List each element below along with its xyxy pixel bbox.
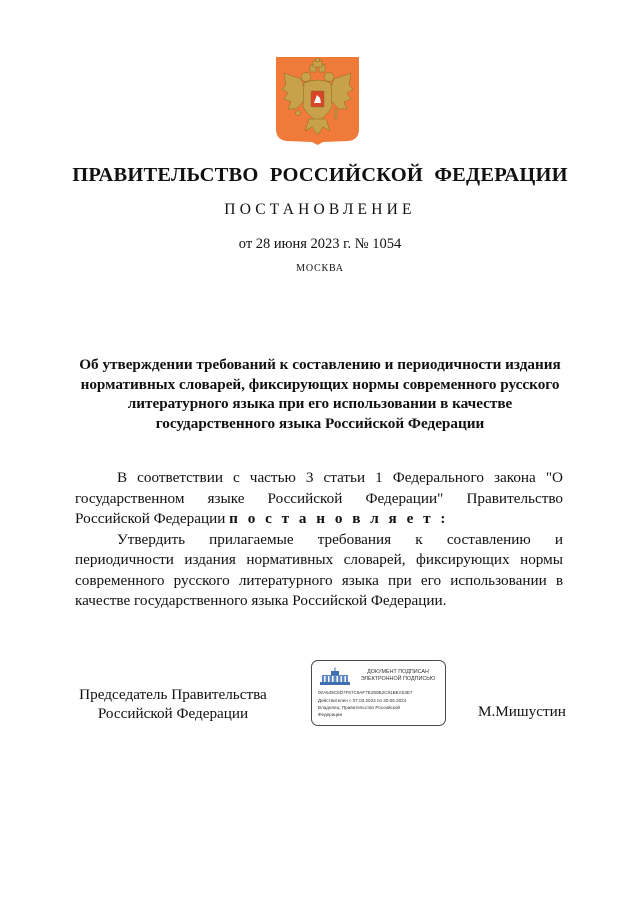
document-subject	[70, 355, 570, 433]
subject-line: Об утверждении требований к составлению и периодичности издания	[79, 356, 561, 373]
document-body	[75, 468, 563, 612]
signatory-position-line: Российской Федерации	[97, 705, 249, 722]
document-type: ПОСТАНОВЛЕНИЕ	[224, 201, 416, 218]
resolves-keyword: п о с т а н о в л я е т :	[229, 510, 449, 527]
electronic-signature-stamp	[311, 660, 446, 726]
document-date-number: от 28 июня 2023 г. № 1054	[238, 236, 402, 252]
russian-coat-of-arms-icon	[276, 57, 359, 145]
stamp-title-line: ДОКУМЕНТ ПОДПИСАН	[367, 669, 429, 675]
stamp-owner: Владелец: Правительство Российской	[318, 705, 400, 710]
signatory-position	[78, 685, 268, 723]
subject-line: нормативных словарей, фиксирующих нормы современного русского	[80, 375, 560, 393]
body-paragraph-1-text: В соответствии с частью 3 статьи 1 Федерального закона "О государственном языке Российской Федерации" Правительство Российской Федерации	[75, 469, 563, 527]
signatory-name: М.Мишустин	[478, 703, 566, 720]
coat-of-arms-emblem	[276, 57, 359, 145]
document-city: МОСКВА	[296, 263, 344, 274]
stamp-owner: Федерации	[318, 712, 343, 717]
stamp-validity: Действителен с 07.03.2023 по 30.05.2024	[318, 698, 407, 703]
body-paragraph-1	[75, 468, 563, 530]
stamp-title-line: ЭЛЕКТРОННОЙ ПОДПИСЬЮ	[360, 676, 436, 682]
subject-line: государственного языка Российской Федерации	[155, 414, 485, 432]
subject-line: литературного языка при его использовании в качестве	[127, 395, 513, 412]
signatory-position-line: Председатель Правительства	[79, 686, 267, 703]
government-title: ПРАВИТЕЛЬСТВО РОССИЙСКОЙ ФЕДЕРАЦИИ	[72, 164, 568, 186]
government-building-icon	[318, 667, 352, 687]
body-paragraph-2: Утвердить прилагаемые требования к составлению и периодичности издания нормативных словарей, фиксирующих нормы современного русского литературного языка при его использовании в качестве государственного языка Российской Федерации.	[75, 530, 563, 609]
stamp-certificate: 00A549C6D7F67C9AF7E290B2C91BEA03E7	[318, 690, 413, 695]
stamp-title	[352, 669, 444, 683]
